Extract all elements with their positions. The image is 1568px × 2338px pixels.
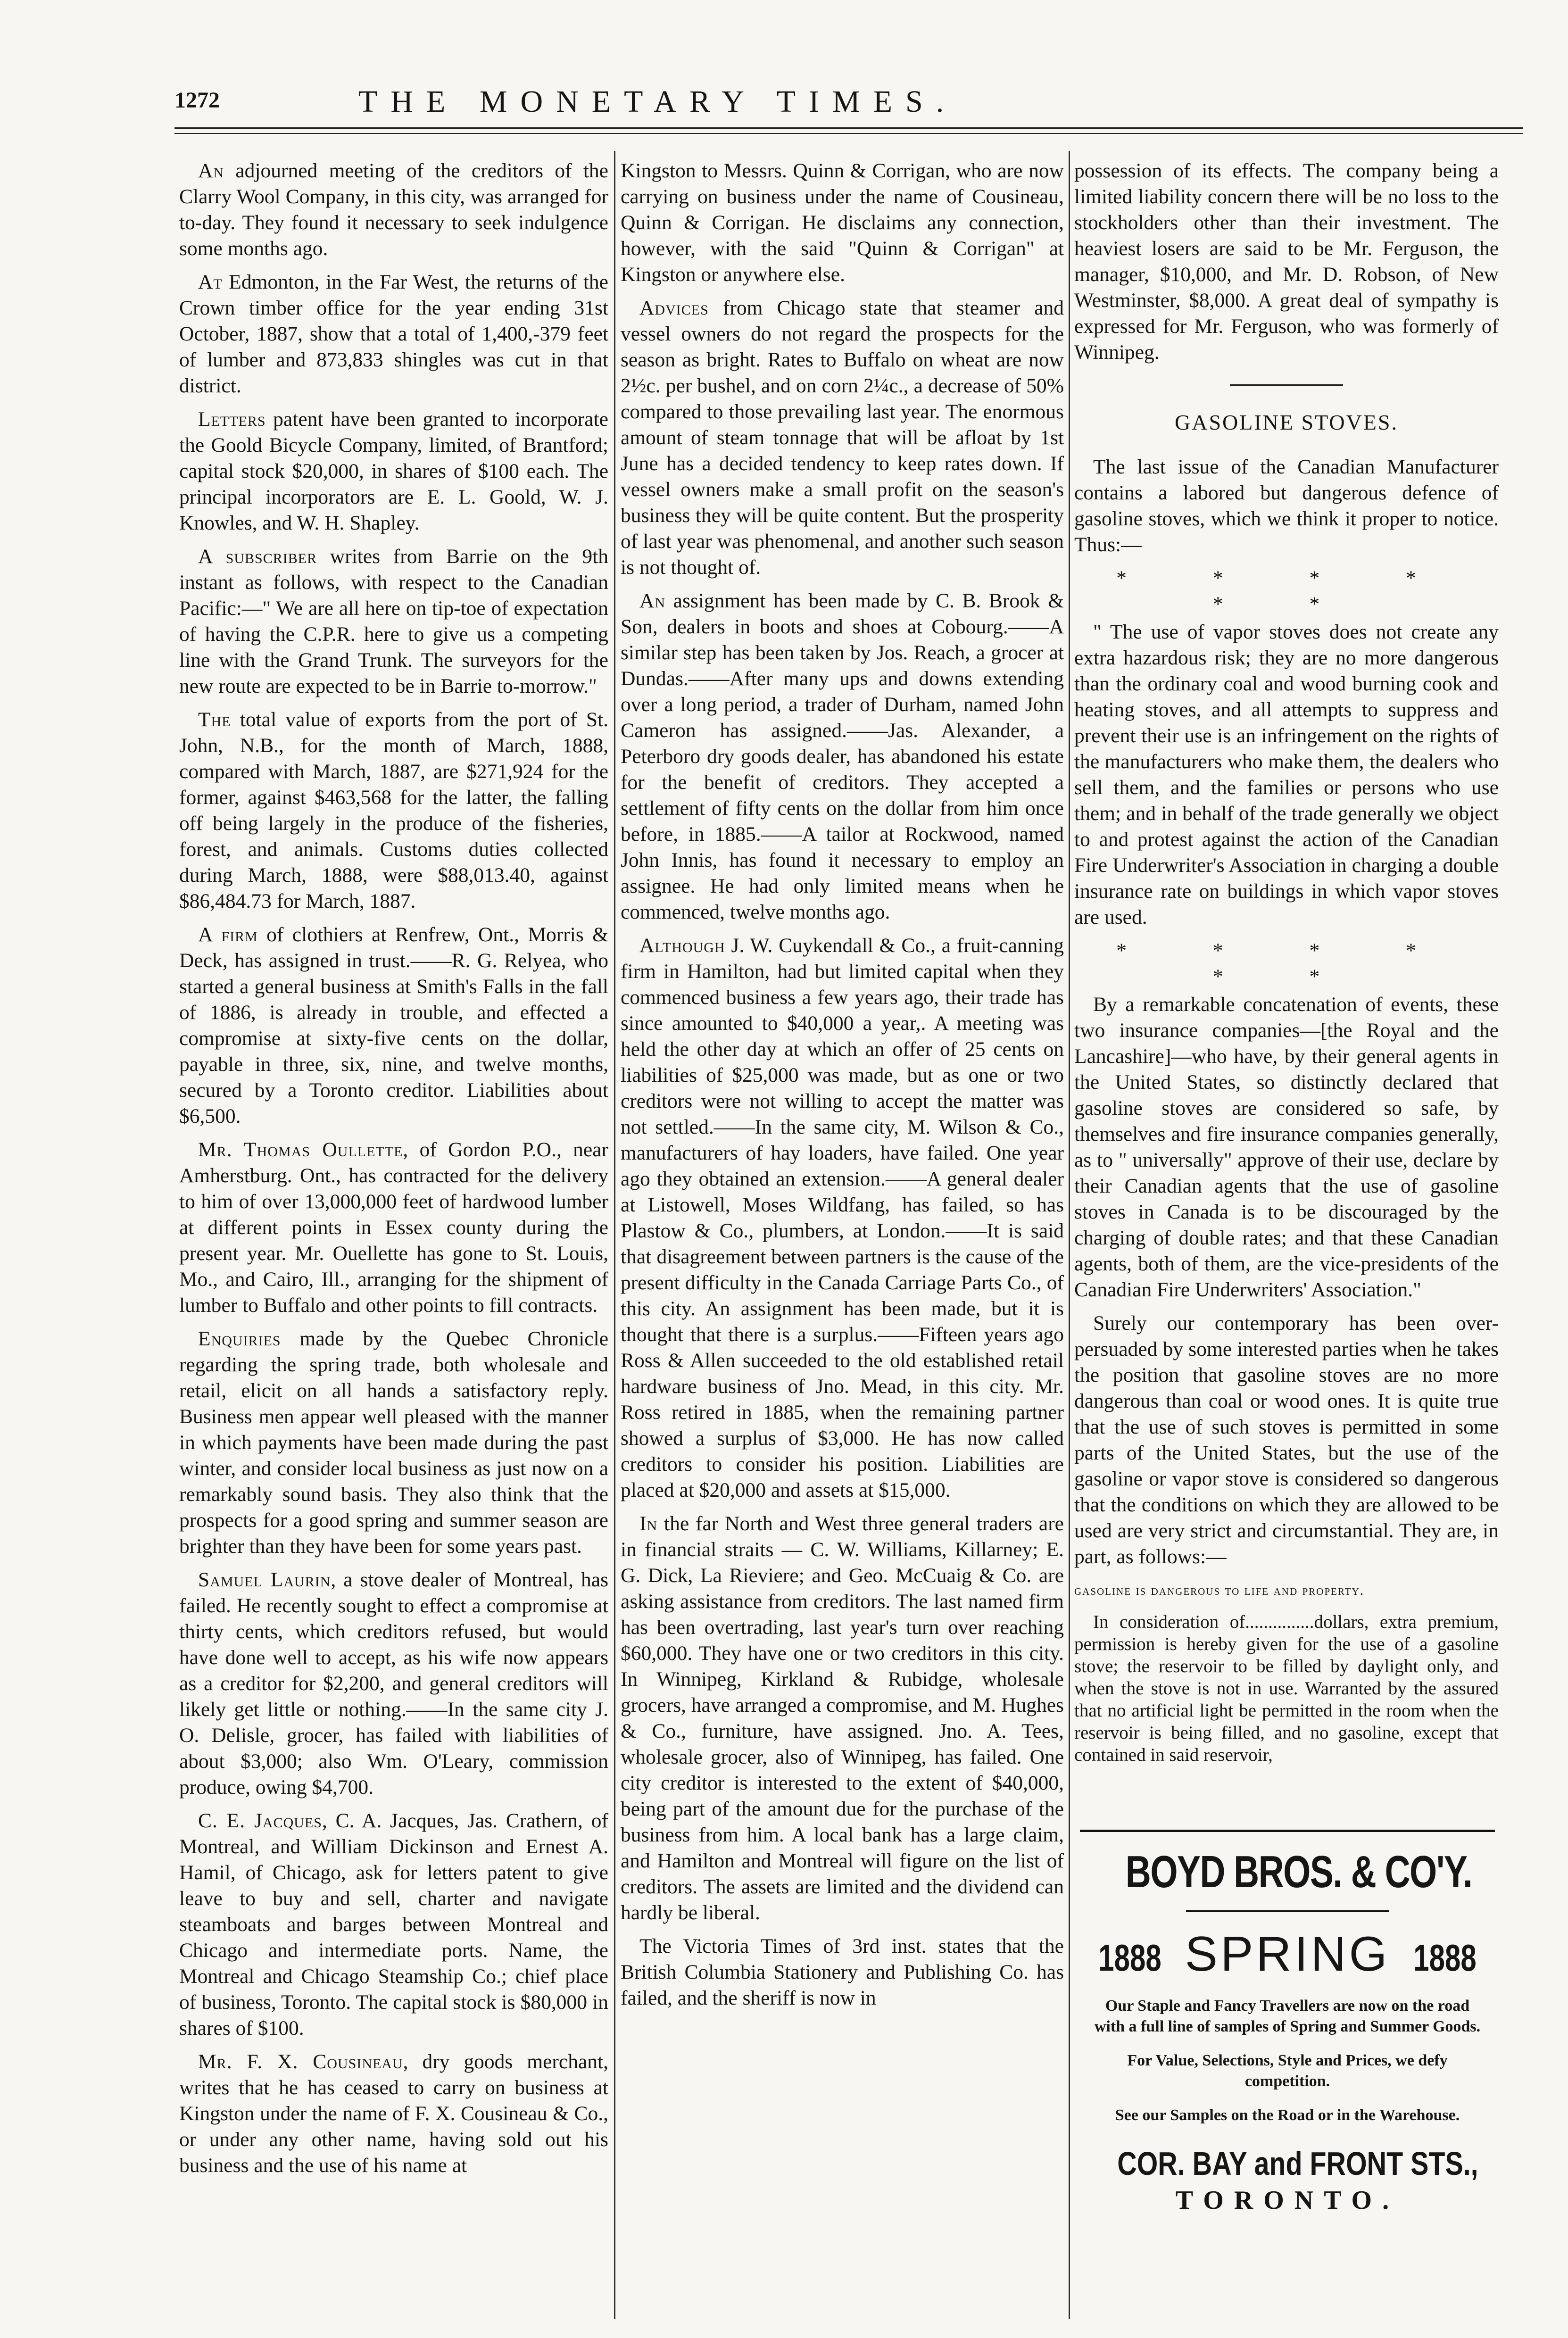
- page-title: THE MONETARY TIMES.: [358, 84, 957, 119]
- article-paragraph: [621, 295, 1064, 580]
- article-paragraph: [179, 707, 608, 914]
- ad-year-right: 1888: [1413, 1937, 1477, 1979]
- article-paragraph: [179, 1326, 608, 1559]
- paragraph-text: patent have been granted to incorporate the Goold Bicycle Company, limited, of Brantford; capital stock $20,000, in shares of $100 each. The principal incorporators are E. L. Goold, W. J. Knowles, and W. H. Shapley.: [179, 408, 608, 534]
- column3-intro: possession of its effects. The company being a limited liability concern there will be no loss to the stockholders other than their investment. The heaviest losers are said to be Mr. Ferguson, the manager, $10,000, and Mr. D. Robson, of New Westminster, $8,000. A great deal of sympathy is expressed for Mr. Ferguson, who was formerly of Winnipeg.: [1074, 159, 1499, 364]
- article-paragraph: [179, 158, 608, 262]
- paragraph-text: , a stove dealer of Montreal, has failed. He recently sought to effect a compromise at thirty cents, which creditors refused, but would have done well to accept, as his wife now appears as a creditor for $2,200, and general creditors will likely get little or nothing.——In the same city J. O. Delisle, grocer, has failed with liabilities of about $3,000; also Wm. O'Leary, commission produce, owing $4,700.: [179, 1568, 608, 1799]
- gasoline-para-1: The last issue of the Canadian Manufacturer contains a labored but dangerous defence of gasoline stoves, which we think it proper to notice. Thus:—: [1074, 456, 1499, 556]
- paragraph-text: J. W. Cuykendall & Co., a fruit-canning firm in Hamilton, had but limited capital when they commenced business a few years ago, their trade has since amounted to $40,000 a year,. A meeting was held the other day at which an offer of 25 cents on liabilities of $25,000 was made, but as one or two creditors were not willing to accept the matter was not settled.——In the same city, M. Wilson & Co., manufacturers of hay loaders, have failed. One year ago they obtained an extension.——A general dealer at Listowell, Moses Wildfang, has failed, so has Plastow & Co., plumbers, at London.——It is said that disagreement between partners is the cause of the present difficulty in the Canada Carriage Parts Co., of this city. An assignment has been made, but it is thought that there is a surplus.——Fifteen years ago Ross & Allen succeeded to the old established retail hardware business of Jno. Mead, in this city. Mr. Ross retired in 1885, when the remaining partner showed a surplus of $3,000. He has now called creditors to consider his position. Liabilities are placed at $20,000 and assets at $15,000.: [621, 934, 1064, 1501]
- paragraph-lead: Although: [639, 934, 725, 957]
- article-paragraph: [621, 933, 1064, 1503]
- paragraph-text: adjourned meeting of the creditors of the Clarry Wool Company, in this city, was arranged for to-day. They found it necessary to seek indulgence some months ago.: [179, 159, 608, 260]
- paragraph-lead: Advices: [639, 297, 709, 319]
- quoted-paragraph-2: By a remarkable concatenation of events, these two insurance companies—[the Royal and the Lancashire]—who have, by their general agents in the United States, so distinctly declared that gasoline stoves are considered so safe, by themselves and fire insurance companies generally, as to " universally" approve of their use, declare by their Canadian agents that the use of gasoline stoves in Canada is to be discouraged by the charging of double rates; and that these Canadian agents, both of them, are the vice-presidents of the Canadian Fire Underwriters' Association.": [1074, 993, 1499, 1301]
- ad-travellers-line: Our Staple and Fancy Travellers are now on the road with a full line of samples of Spring and Summer Goods.: [1094, 1997, 1481, 2035]
- article-paragraph: [179, 544, 608, 699]
- paragraph-text: from Chicago state that steamer and vessel owners do not regard the prospects for the season as bright. Rates to Buffalo on wheat are now 2½c. per bushel, and on corn 2¼c., a decrease of 50% compared to those prevailing last year. The enormous amount of steam tonnage that will be afloat by 1st June has a decided tendency to keep rates down. If vessel owners make a small profit on the season's business they will be quite content. But the prosperity of last year was phenomenal, and another such season is not thought of.: [621, 297, 1064, 579]
- ad-season: [1080, 1926, 1495, 1982]
- article-paragraph: [621, 158, 1064, 288]
- advertisement: [1080, 1830, 1495, 2285]
- paragraph-lead: Mr. F. X. Cousineau: [198, 2050, 403, 2073]
- paragraph-lead: A subscriber: [198, 545, 317, 568]
- policy-clause-heading: gasoline is dangerous to life and property.: [1074, 1583, 1365, 1598]
- article-paragraph: [621, 1511, 1064, 1926]
- article-paragraph: [621, 1933, 1064, 2011]
- paragraph-lead: Samuel Laurin: [198, 1568, 331, 1591]
- ad-samples-line: See our Samples on the Road or in the Warehouse.: [1115, 2106, 1460, 2124]
- policy-clause-text: In consideration of...............dollars, extra premium, permission is hereby given for the use of a gasoline stove; the reservoir to be filled by daylight only, and when the stove is not in use. Warranted by the assured that no artificial light be permitted in the room when the reservoir is being filled, and no gasoline, except that contained in said reservoir,: [1074, 1612, 1499, 1765]
- article-paragraph: [179, 922, 608, 1129]
- ad-value-line: For Value, Selections, Style and Prices, we defy competition.: [1127, 2052, 1448, 2090]
- paragraph-lead: Letters: [198, 408, 266, 431]
- header-rule: [174, 127, 1523, 129]
- header-rule-thin: [174, 133, 1523, 134]
- paragraph-lead: A firm: [198, 923, 258, 946]
- column-1: [179, 158, 608, 2310]
- article-paragraph: [179, 1567, 608, 1800]
- ad-year-left: 1888: [1098, 1937, 1161, 1979]
- paragraph-lead: In: [639, 1512, 658, 1535]
- quoted-paragraph: " The use of vapor stoves does not create any extra hazardous risk; they are no more dangerous than the ordinary coal and wood burning cook and heating stoves, and all attempts to suppress and prevent their use is an infringement on the rights of the manufacturers who make them, the dealers who sell them, and the families or persons who use them; and in behalf of the trade generally we object to and protest against the action of the Canadian Fire Underwriter's Association in charging a double insurance rate on buildings in which vapor stoves are used.: [1074, 621, 1499, 929]
- paragraph-text: Edmonton, in the Far West, the returns of the Crown timber office for the year ending 31st October, 1887, show that a total of 1,400,-379 feet of lumber and 873,833 shingles was cut in that district.: [179, 271, 608, 397]
- section-rule: [1230, 384, 1343, 386]
- paragraph-text: , dry goods merchant, writes that he has ceased to carry on business at Kingston under the name of F. X. Cousineau & Co., or under any other name, having sold out his business and the use of his name at: [179, 2050, 608, 2177]
- paragraph-text: , C. A. Jacques, Jas. Crathern, of Montreal, and William Dickinson and Ernest A. Hamil, of Chicago, ask for letters patent to give leave to buy and sell, charter and navigate steamboats and barges between Montreal and Chicago and intermediate ports. Name, the Montreal and Chicago Steamship Co.; chief place of business, Toronto. The capital stock is $80,000 in shares of $100.: [179, 1809, 608, 2040]
- paragraph-text: Kingston to Messrs. Quinn & Corrigan, who are now carrying on business under the name of Cousineau, Quinn & Corrigan. He disclaims any connection, however, with the said "Quinn & Corrigan" at Kingston or anywhere else.: [621, 159, 1064, 286]
- page-number: 1272: [174, 88, 220, 113]
- paragraph-text: The Victoria Times of 3rd inst. states that the British Columbia Stationery and Publishing Co. has failed, and the sheriff is now in: [621, 1935, 1064, 2009]
- article-paragraph: [179, 269, 608, 399]
- ad-firm-name: BOYD BROS. & CO'Y.: [1125, 1847, 1472, 1897]
- paragraph-text: assignment has been made by C. B. Brook & Son, dealers in boots and shoes at Cobourg.——A similar step has been taken by Jos. Reach, a grocer at Dundas.——After many ups and downs extending over a long period, a trader of Durham, named John Cameron has assigned.——Jas. Alexander, a Peterboro dry goods dealer, has abandoned his estate for the benefit of creditors. They accepted a settlement of fifty cents on the dollar from him once before, in 1885.——A tailor at Rockwood, named John Innis, has found it necessary to employ an assignee. He had only limited means when he commenced, twelve months ago.: [621, 589, 1064, 923]
- paragraph-text: writes from Barrie on the 9th instant as follows, with respect to the Canadian Pacific:—" We are all here on tip-toe of expectation of having the C.P.R. here to give us a competing line with the Grand Trunk. The surveyors for the new route are expected to be in Barrie to-morrow.": [179, 545, 608, 697]
- column-3: [1074, 158, 1499, 1819]
- ellipsis-stars: * * * * * *: [1116, 567, 1457, 615]
- ad-city: TORONTO.: [1175, 2186, 1400, 2215]
- paragraph-text: total value of exports from the port of St. John, N.B., for the month of March, 1888, compared with March, 1887, are $271,924 for the former, against $463,568 for the latter, the falling off being largely in the produce of the fisheries, forest, and animals. Customs duties collected during March, 1888, were $88,013.40, against $86,484.73 for March, 1887.: [179, 708, 608, 912]
- column-2: [621, 158, 1064, 2310]
- article-paragraph: [179, 406, 608, 536]
- ad-rule: [1186, 1910, 1389, 1912]
- paragraph-lead: An: [639, 589, 666, 612]
- article-paragraph: [621, 588, 1064, 925]
- article-paragraph: [179, 1808, 608, 2041]
- ad-season-word: SPRING: [1185, 1927, 1390, 1981]
- paragraph-lead: Enquiries: [198, 1327, 281, 1350]
- ad-address: COR. BAY and FRONT STS.,: [1117, 2145, 1478, 2182]
- article-paragraph: [179, 1137, 608, 1318]
- article-paragraph: [179, 2049, 608, 2179]
- paragraph-lead: The: [198, 708, 231, 731]
- gasoline-para-2: Surely our contemporary has been over-persuaded by some interested parties when he takes the position that gasoline stoves are no more dangerous than coal or wood ones. It is quite true that the use of such stoves is permitted in some parts of the United States, but the use of the gasoline or vapor stove is considered so dangerous that the conditions on which they are allowed to be used are very strict and circumstantial. They are, in part, as follows:—: [1074, 1312, 1499, 1568]
- paragraph-text: of clothiers at Renfrew, Ont., Morris & Deck, has assigned in trust.——R. G. Relyea, who started a general business at Smith's Falls in the fall of 1886, is already in trouble, and effected a compromise at sixty-five cents on the dollar, payable in three, six, nine, and twelve months, secured by a Toronto creditor. Liabilities about $6,500.: [179, 923, 608, 1128]
- paragraph-lead: An: [198, 159, 224, 182]
- paragraph-text: made by the Quebec Chronicle regarding the spring trade, both wholesale and retail, elicit on all hands a satisfactory reply. Business men appear well pleased with the manner in which payments have been made during the past winter, and consider local business as just now on a remarkably sound basis. They also think that the prospects for a good spring and summer season are brighter than they have been for some years past.: [179, 1327, 608, 1558]
- paragraph-text: the far North and West three general traders are in financial straits — C. W. Williams, Killarney; E. G. Dick, La Rieviere; and Geo. McCuaig & Co. are asking assistance from creditors. The last named firm has been overtrading, last year's turn over reaching $60,000. They have one or two creditors in this city. In Winnipeg, Kirkland & Rubidge, wholesale grocers, have arranged a compromise, and M. Hughes & Co., furniture, have assigned. Jno. A. Tees, wholesale grocer, also of Winnipeg, has failed. One city creditor is interested to the extent of $40,000, being part of the amount due for the purchase of the business from him. A local bank has a large claim, and Hamilton and Montreal will figure on the list of creditors. The assets are limited and the dividend can hardly be liberal.: [621, 1512, 1064, 1924]
- paragraph-lead: At: [198, 271, 223, 293]
- column-divider-1: [614, 151, 615, 2319]
- section-heading: GASOLINE STOVES.: [1175, 410, 1398, 434]
- paragraph-text: , of Gordon P.O., near Amherstburg. Ont., has contracted for the delivery to him of over 13,000,000 feet of hardwood lumber at different points in Essex county during the present year. Mr. Ouellette has gone to St. Louis, Mo., and Cairo, Ill., arranging for the shipment of lumber to Buffalo and other points to fill contracts.: [179, 1138, 608, 1317]
- paragraph-lead: C. E. Jacques: [198, 1809, 322, 1832]
- ellipsis-stars-2: * * * * * *: [1116, 939, 1457, 988]
- column-divider-2: [1069, 151, 1070, 2319]
- paragraph-lead: Mr. Thomas Oullette: [198, 1138, 403, 1161]
